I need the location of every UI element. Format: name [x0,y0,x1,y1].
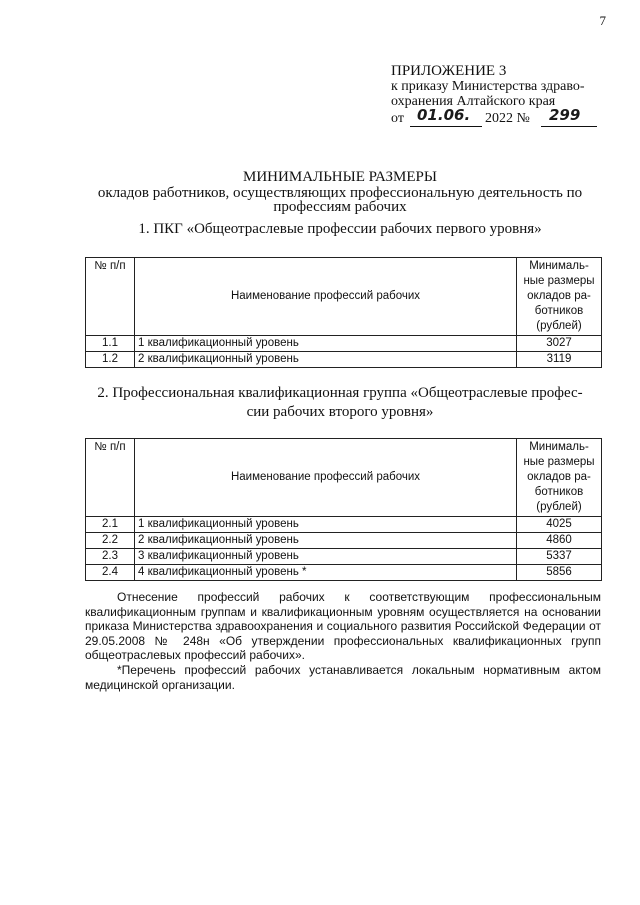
row-name: 4 квалификационный уровень * [135,565,517,581]
salary-table-level-1 [85,257,602,368]
header-value-line: ботников [534,305,584,317]
row-value: 5856 [517,565,602,581]
header-value-line: окладов ра- [527,290,591,302]
column-header-value [517,439,602,517]
document-subtitle-line-1: окладов работников, осуществляющих профессиональную деятельность по [97,185,583,201]
date-prefix: от [391,111,404,126]
column-header-name: Наименование профессий рабочих [135,258,517,336]
page-number: 7 [599,13,606,28]
row-number: 2.3 [86,549,135,565]
row-value: 4860 [517,533,602,549]
row-number: 2.1 [86,517,135,533]
header-value-line: (рублей) [536,501,582,513]
table-row [86,352,602,368]
row-value: 3027 [517,336,602,352]
table-row [86,565,602,581]
header-value-line: ные размеры [523,275,595,287]
appendix-block [391,64,621,129]
date-year: 2022 № [485,111,530,126]
header-value-line: ные размеры [523,456,595,468]
row-value: 4025 [517,517,602,533]
table-header-row [86,258,602,336]
number-underline [541,126,597,127]
row-number: 1.1 [86,336,135,352]
row-name: 1 квалификационный уровень [135,336,517,352]
row-number: 1.2 [86,352,135,368]
row-name: 2 квалификационный уровень [135,533,517,549]
row-name: 3 квалификационный уровень [135,549,517,565]
appendix-line-2: охранения Алтайского края [391,94,556,109]
table-row [86,517,602,533]
document-title: МИНИМАЛЬНЫЕ РАЗМЕРЫ [243,169,437,185]
header-value-line: ботников [534,486,584,498]
row-name: 2 квалификационный уровень [135,352,517,368]
table-row [86,549,602,565]
header-value-line: окладов ра- [527,471,591,483]
header-value-line: Минималь- [529,441,589,453]
row-value: 3119 [517,352,602,368]
section-1-title: 1. ПКГ «Общеотраслевые профессии рабочих первого уровня» [138,221,542,237]
row-value: 5337 [517,549,602,565]
appendix-line-1: к приказу Министерства здраво- [391,79,585,94]
row-name: 1 квалификационный уровень [135,517,517,533]
salary-table-level-2 [85,438,602,581]
section-2-title-line-1: 2. Профессиональная квалификационная группа «Общеотраслевые профес- [97,385,583,401]
row-number: 2.2 [86,533,135,549]
header-value-line: Минималь- [529,260,589,272]
header-value-line: (рублей) [536,320,582,332]
table-row [86,533,602,549]
row-number: 2.4 [86,565,135,581]
date-underline [410,126,482,127]
appendix-title: ПРИЛОЖЕНИЕ 3 [391,63,507,79]
column-header-number: № п/п [86,258,135,336]
handwritten-number: 299 [549,106,581,124]
document-subtitle-line-2: профессиям рабочих [273,199,407,215]
note-paragraph-2: *Перечень профессий рабочих устанавливается локальным нормативным актом медицинской организации. [85,663,601,692]
section-2-title-line-2: сии рабочих второго уровня» [246,404,434,420]
column-header-name: Наименование профессий рабочих [135,439,517,517]
note-paragraph-1: Отнесение профессий рабочих к соответствующим профессиональным квалификационным группам и квалификационным уровням осуществляется на основании приказа Министерства здравоохранения и социального развития Российской Федерации от 29.05.2008 № 248н «Об утверждении профессиональных квалификационных групп общеотраслевых профессий рабочих». [85,590,601,662]
table-header-row [86,439,602,517]
section-2-title [40,384,640,422]
column-header-value [517,258,602,336]
appendix-date-line [391,106,621,129]
column-header-number: № п/п [86,439,135,517]
table-row [86,336,602,352]
handwritten-date: 01.06. [417,106,471,124]
